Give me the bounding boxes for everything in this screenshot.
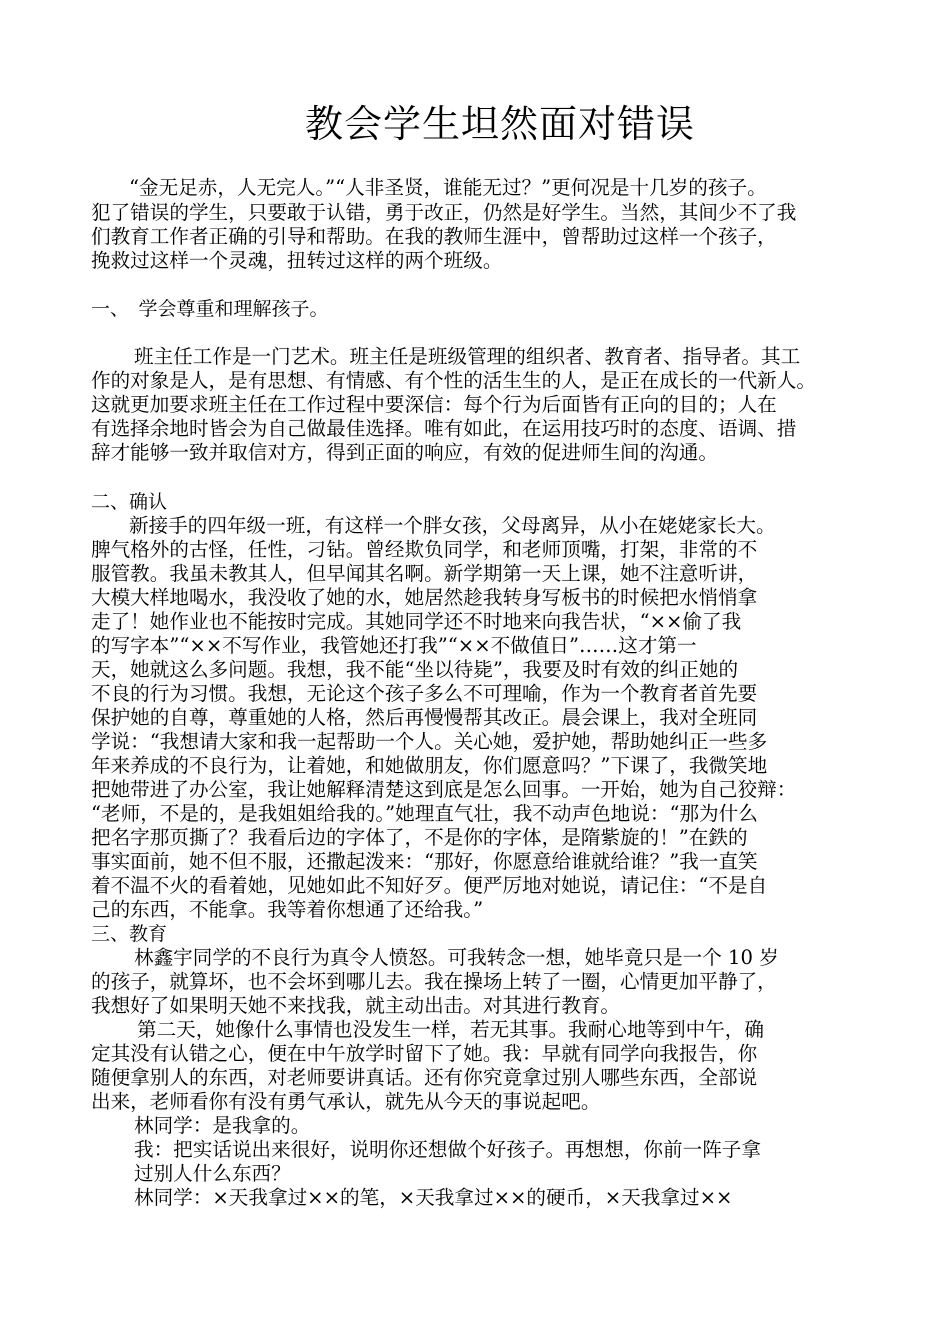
text-line: 年来养成的不良行为，让着她，和她做朋友，你们愿意吗？”下课了，我微笑地 — [91, 754, 768, 777]
text-line: 们教育工作者正确的引导和帮助。在我的教师生涯中，曾帮助过这样一个孩子， — [91, 225, 777, 248]
text-line: 的孩子，就算坏，也不会坏到哪儿去。我在操场上转了一圈，心情更加平静了， — [91, 970, 777, 993]
section-heading: 一、 学会尊重和理解孩子。 — [91, 298, 329, 320]
section-heading: 二、确认 — [91, 491, 168, 513]
text-line: “金无足赤，人无完人。”“人非圣贤，谁能无过？”更何况是十几岁的孩子。 — [129, 176, 767, 199]
text-line: 天，她就这么多问题。我想，我不能“坐以待毙”，我要及时有效的纠正她的 — [91, 658, 739, 681]
text-line: 保护她的自尊，尊重她的人格，然后再慢慢帮其改正。晨会课上，我对全班同 — [91, 706, 758, 729]
text-line: 己的东西，不能拿。我等着你想通了还给我。” — [91, 898, 484, 921]
text-line: 着不温不火的看着她，见她如此不知好歹。便严厉地对她说，请记住：“不是自 — [91, 874, 768, 897]
text-line: 定其没有认错之心，便在中午放学时留下了她。我：早就有同学向我报告，你 — [91, 1042, 758, 1065]
text-line: 我：把实话说出来很好，说明你还想做个好孩子。再想想，你前一阵子拿 — [134, 1138, 761, 1161]
text-line: 随便拿别人的东西，对老师要讲真话。还有你究竟拿过别人哪些东西，全部说 — [91, 1066, 758, 1089]
text-line: 的写字本”“××不写作业，我管她还打我”“××不做值日”……这才第一 — [91, 634, 697, 657]
text-line: 大模大样地喝水，我没收了她的水，她居然趁我转身写板书的时候把水悄悄拿 — [91, 586, 758, 609]
text-line: 班主任工作是一门艺术。班主任是班级管理的组织者、教育者、指导者。其工 — [134, 345, 801, 368]
text-line: 新接手的四年级一班，有这样一个胖女孩，父母离异，从小在姥姥家长大。 — [129, 514, 776, 537]
section-heading: 三、教育 — [91, 923, 168, 945]
text-line: 林同学：是我拿的。 — [134, 1114, 311, 1137]
text-line: 有选择余地时皆会为自己做最佳选择。唯有如此，在运用技巧时的态度、语调、措 — [91, 417, 797, 440]
text-line: 事实面前，她不但不服，还撒起泼来：“那好，你愿意给谁就给谁？”我一直笑 — [91, 850, 758, 873]
text-line: 作的对象是人，是有思想、有情感、有个性的活生生的人，是正在成长的一代新人。 — [91, 369, 816, 392]
text-line: 辞才能够一致并取信对方，得到正面的响应，有效的促进师生间的沟通。 — [91, 441, 718, 464]
text-line: 过别人什么东西？ — [134, 1162, 291, 1185]
text-line: 把她带进了办公室，我让她解释清楚这到底是怎么回事。一开始，她为自己狡辩： — [91, 778, 797, 801]
text-line: 把名字那页撕了？我看后边的字体了，不是你的字体，是隋紫旋的！”在鉄的 — [91, 826, 748, 849]
text-line: 第二天，她像什么事情也没发生一样，若无其事。我耐心地等到中午，确 — [137, 1018, 764, 1041]
text-line: 服管教。我虽未教其人，但早闻其名啊。新学期第一天上课，她不注意听讲， — [91, 562, 758, 585]
text-line: 脾气格外的古怪，任性，刁钻。曾经欺负同学，和老师顶嘴，打架，非常的不 — [91, 538, 758, 561]
page-title: 教会学生坦然面对错误 — [304, 102, 695, 146]
text-line: 犯了错误的学生，只要敢于认错，勇于改正，仍然是好学生。当然，其间少不了我 — [91, 201, 797, 224]
text-line: 林鑫宇同学的不良行为真令人愤怒。可我转念一想，她毕竟只是一个 10 岁 — [134, 946, 779, 969]
text-line: 学说：“我想请大家和我一起帮助一个人。关心她，爱护她，帮助她纠正一些多 — [91, 730, 768, 753]
text-line: 这就更加要求班主任在工作过程中要深信：每个行为后面皆有正向的目的；人在 — [91, 393, 777, 416]
text-line: 不良的行为习惯。我想，无论这个孩子多么不可理喻，作为一个教育者首先要 — [91, 682, 758, 705]
text-line: 我想好了如果明天她不来找我，就主动出击。对其进行教育。 — [91, 994, 621, 1017]
text-line: “老师，不是的，是我姐姐给我的。”她理直气壮，我不动声色地说：“那为什么 — [91, 802, 758, 825]
text-line: 林同学：×天我拿过××的笔，×天我拿过××的硬币，×天我拿过×× — [134, 1186, 733, 1209]
text-line: 出来，老师看你有没有勇气承认，就先从今天的事说起吧。 — [91, 1090, 601, 1113]
text-line: 走了！她作业也不能按时完成。其她同学还不时地来向我告状，“××偷了我 — [91, 610, 742, 633]
text-line: 挽救过这样一个灵魂，扭转过这样的两个班级。 — [91, 249, 503, 272]
